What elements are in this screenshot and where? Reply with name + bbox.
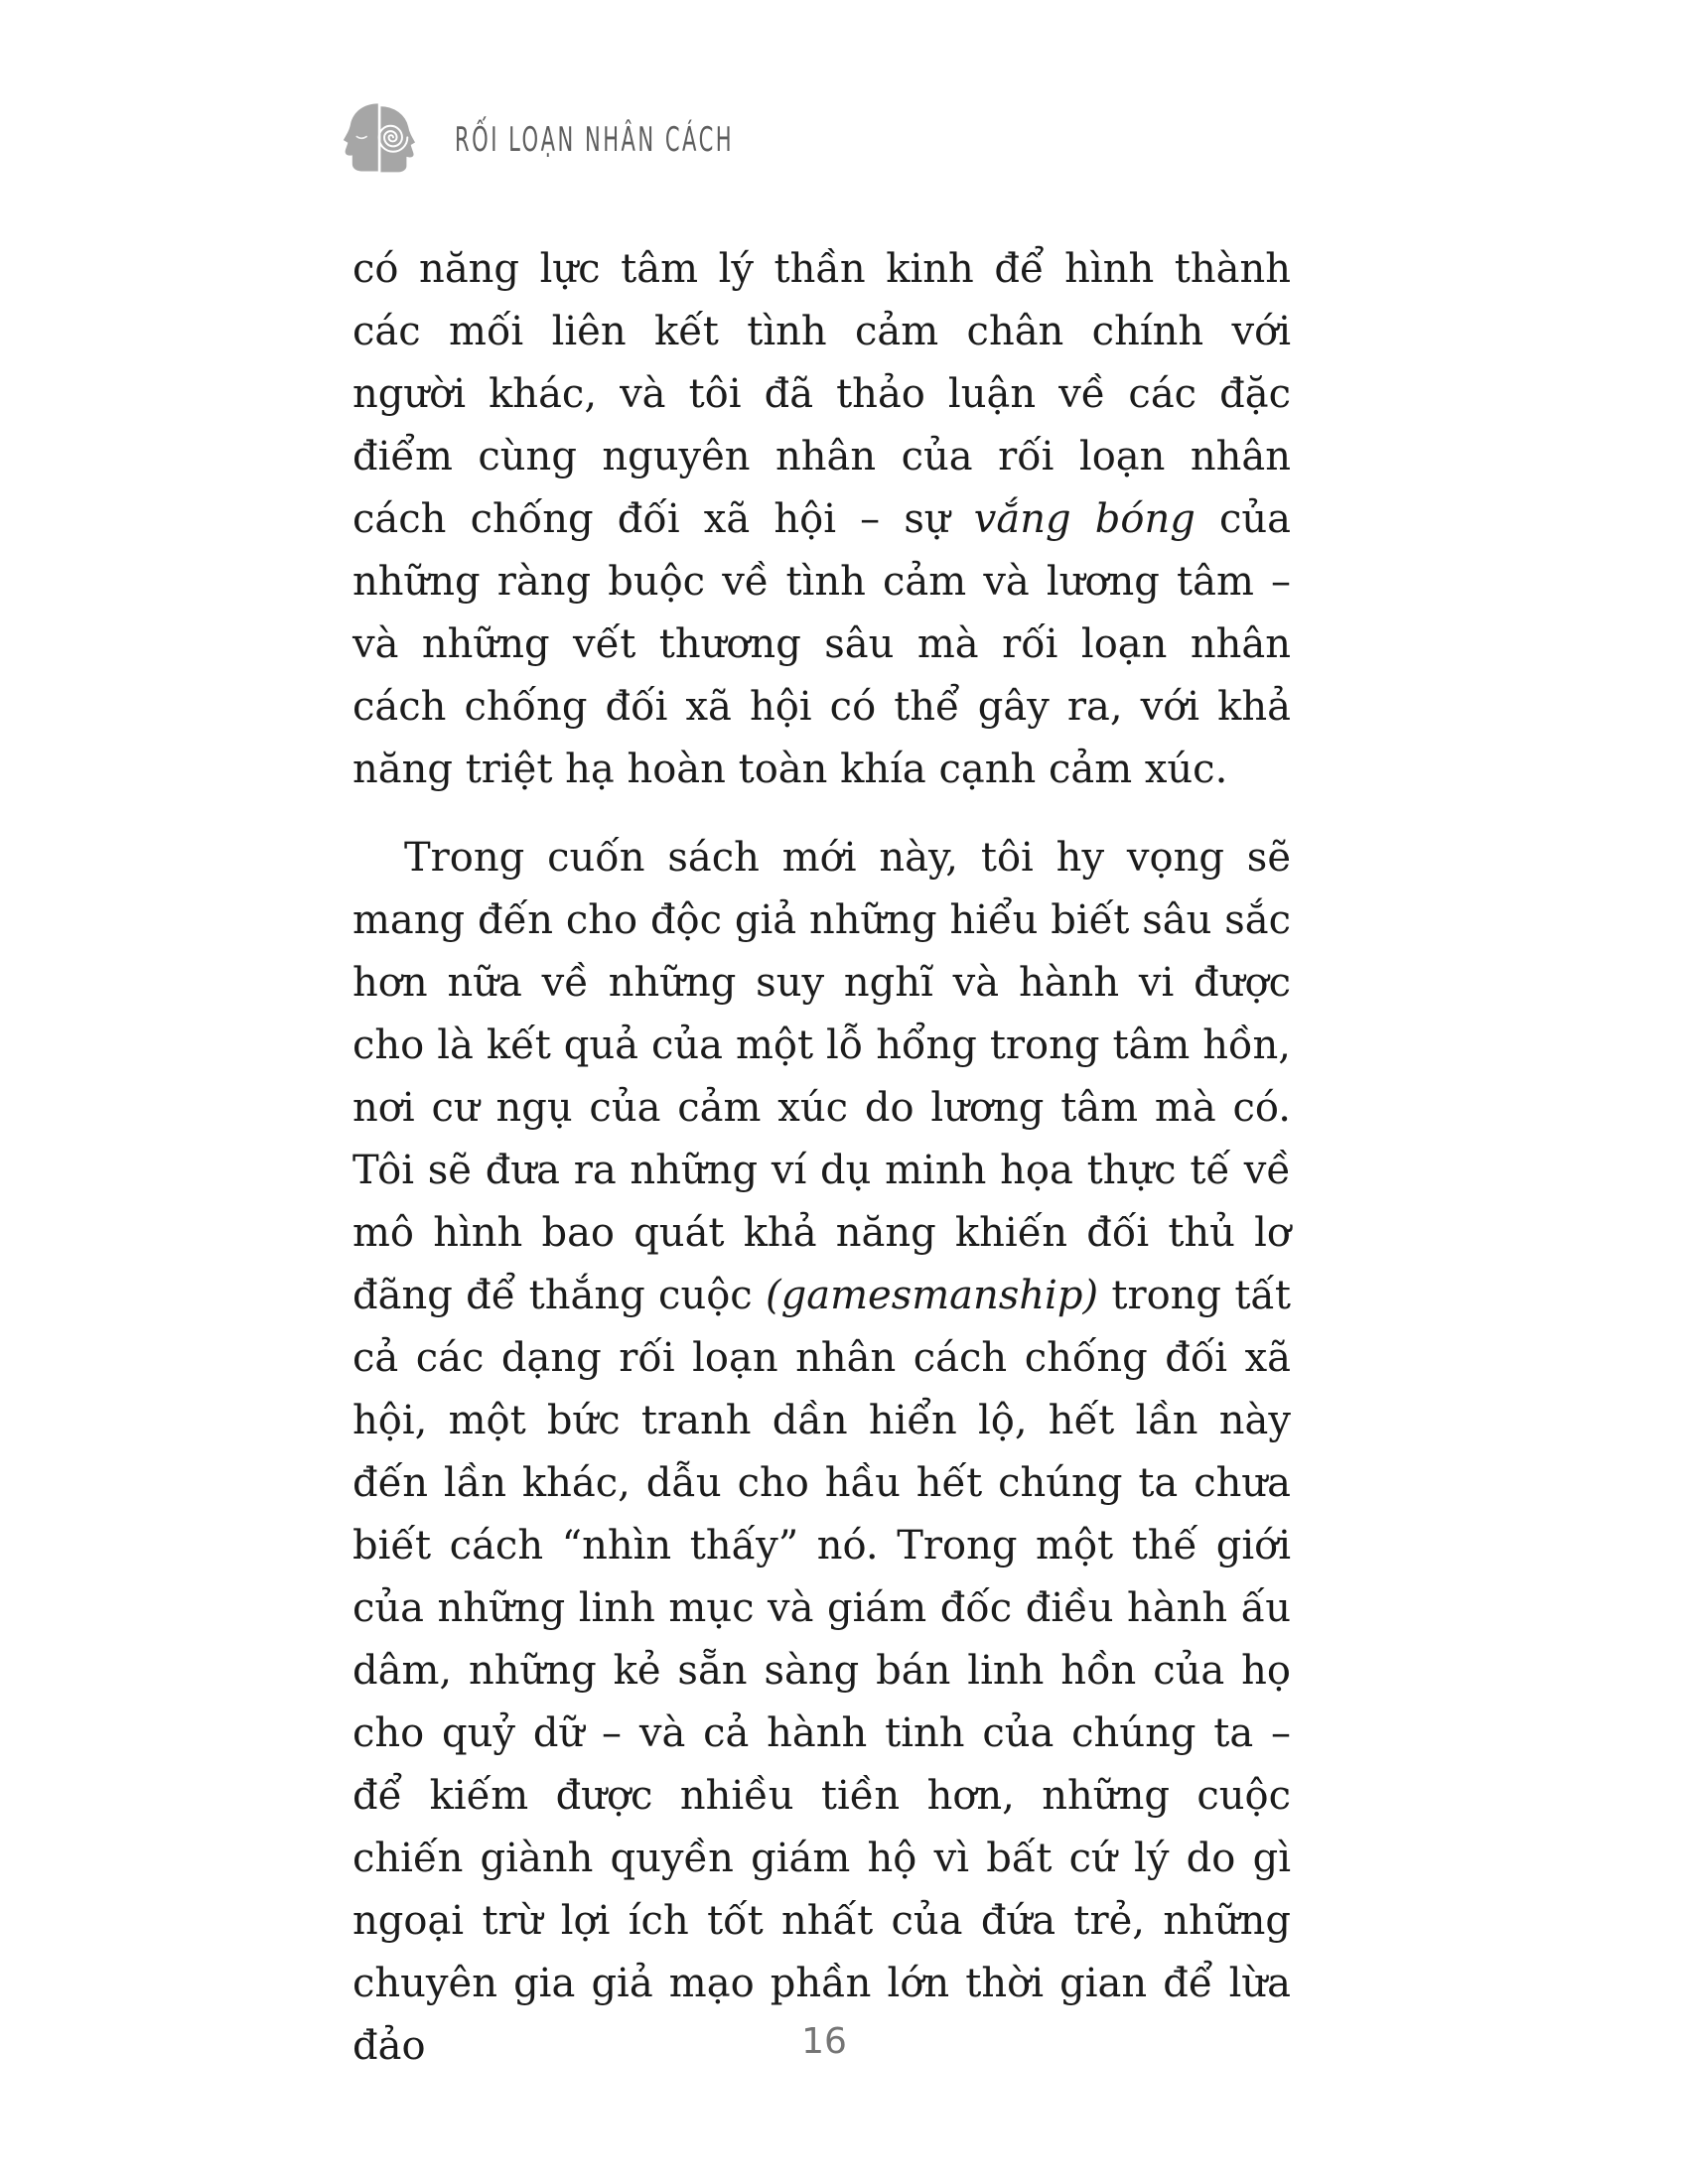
chapter-running-title: RỐI LOẠN NHÂN CÁCH xyxy=(455,120,735,160)
page-number: 16 xyxy=(801,2021,847,2062)
paragraph xyxy=(352,827,1291,2078)
text-segment: trong tất cả các dạng rối loạn nhân cách chống đối xã hội, một bức tranh dần hiển lộ, hết lần này đến lần khác, dẫu cho hầu hết chúng ta chưa biết cách “nhìn thấy” nó. Trong một thế giới của những linh mục và giám đốc điều hành ấu dâm, những kẻ sẵn sàng bán linh hồn của họ cho quỷ dữ – và cả hành tinh của chúng ta – để kiếm được nhiều tiền hơn, những cuộc chiến giành quyền giám hộ vì bất cứ lý do gì ngoại trừ lợi ích tốt nhất của đứa trẻ, những chuyên gia giả mạo phần lớn thời gian để lừa đảo xyxy=(352,1273,1292,2069)
emphasized-text: (gamesmanship) xyxy=(766,1273,1099,1318)
left-head-silhouette xyxy=(344,103,378,171)
two-heads-spiral-logo-icon xyxy=(334,97,427,185)
emphasized-text: vắng bóng xyxy=(973,496,1196,542)
text-segment: của những ràng buộc về tình cảm và lương tâm – và những vết thương sâu mà rối loạn nhân cách chống đối xã hội có thể gây ra, với khả năng triệt hạ hoàn toàn khía cạnh cảm xúc. xyxy=(352,496,1292,792)
text-segment: có năng lực tâm lý thần kinh để hình thành các mối liên kết tình cảm chân chính với người khác, và tôi đã thảo luận về các đặc điểm cùng nguyên nhân của rối loạn nhân cách chống đối xã hội – sự xyxy=(352,246,1291,542)
body-text xyxy=(352,238,1291,2078)
text-segment: Trong cuốn sách mới này, tôi hy vọng sẽ mang đến cho độc giả những hiểu biết sâu sắc hơn nữa về những suy nghĩ và hành vi được cho là kết quả của một lỗ hổng trong tâm hồn, nơi cư ngụ của cảm xúc do lương tâm mà có. Tôi sẽ đưa ra những ví dụ minh họa thực tế về mô hình bao quát khả năng khiến đối thủ lơ đãng để thắng cuộc xyxy=(352,835,1291,1318)
paragraph xyxy=(352,238,1291,801)
page-header xyxy=(0,0,1688,199)
